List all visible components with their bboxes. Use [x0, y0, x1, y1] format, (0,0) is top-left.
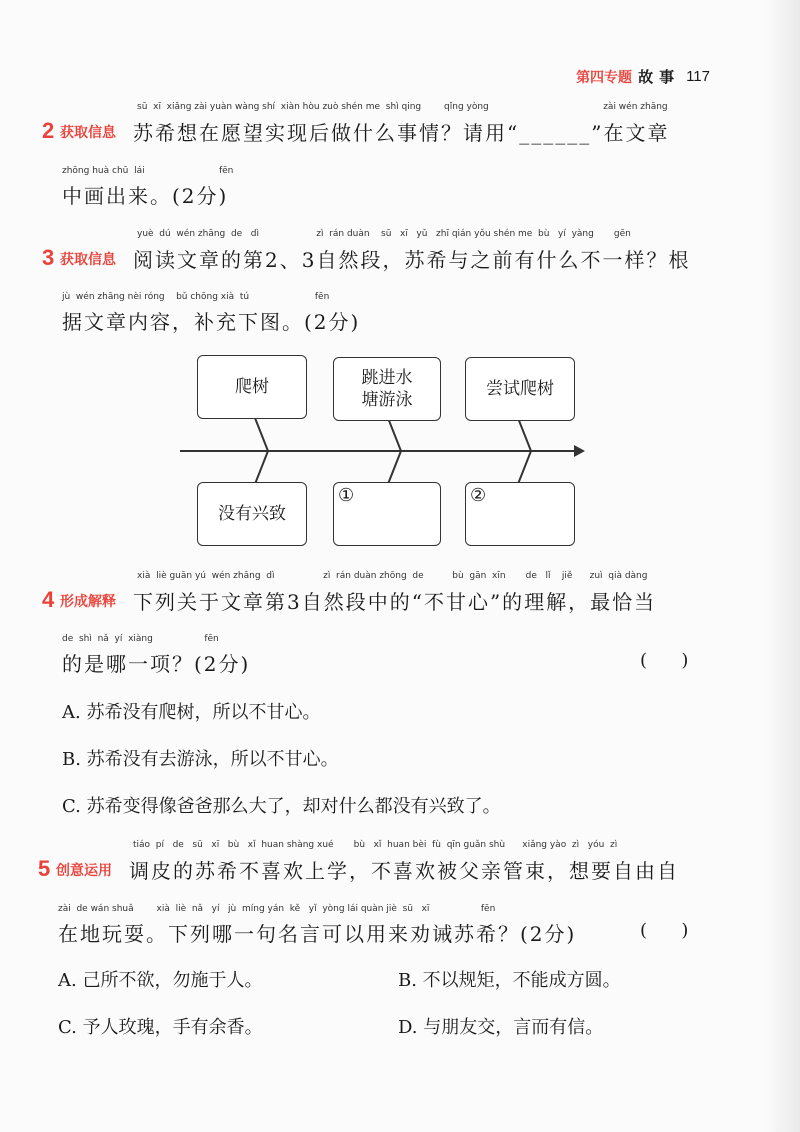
- q5-number: 5: [38, 856, 51, 881]
- diagram-top-box-2: 跳进水 塘游泳: [333, 357, 441, 421]
- q2-tag: 获取信息: [60, 125, 116, 141]
- diagram-blank-box-1[interactable]: [333, 482, 441, 546]
- diagram-bottom-box-1: 没有兴致: [197, 482, 307, 546]
- section-title: 故事: [638, 68, 681, 86]
- blank-marker-1: ①: [338, 485, 355, 506]
- q3-line-1: 阅读文章的第2、3自然段，苏希与之前有什么不一样？根: [133, 248, 691, 272]
- q5-line-1: 调皮的苏希不喜欢上学，不喜欢被父亲管束，想要自由自: [129, 859, 679, 883]
- q4-pinyin-1: xià liè guān yú wén zhāng dì zì rán duàn zhōng de bù gān xīn de lǐ jiě zuì qià dàng: [137, 571, 648, 581]
- q3-pinyin-1: yuè dú wén zhāng de dì zì rán duàn sū xī yǔ zhī qián yǒu shén me bù yí yàng gēn: [137, 229, 631, 239]
- diagram-top-box-1: 爬树: [197, 355, 307, 419]
- q5-pinyin-1: tiáo pí de sū xī bù xǐ huan shàng xué bù xǐ huan bèi fù qīn guǎn shù xiǎng yào zì yóu zì: [133, 840, 618, 850]
- q5-pinyin-2: zài de wán shuǎ xià liè nǎ yí jù míng yán kě yǐ yòng lái quàn jiè sū xī fēn: [58, 904, 496, 914]
- diagram-blank-box-2[interactable]: [465, 482, 575, 546]
- q5-option-a[interactable]: A. 己所不欲，勿施于人。: [58, 970, 263, 991]
- q3-line-2: 据文章内容，补充下图。(2分): [62, 310, 361, 334]
- q5-option-b[interactable]: B. 不以规矩，不能成方圆。: [398, 970, 621, 991]
- diagram-top-box-3: 尝试爬树: [465, 357, 575, 421]
- q4-option-c[interactable]: C. 苏希变得像爸爸那么大了，却对什么都没有兴致了。: [62, 796, 501, 817]
- q2-number: 2: [42, 118, 55, 143]
- q2-pinyin-1: sū xī xiǎng zài yuàn wàng shí xiàn hòu zuò shén me shì qing qǐng yòng zài wén zhāng: [137, 102, 668, 112]
- q5-line-2: 在地玩耍。下列哪一句名言可以用来劝诫苏希？(2分): [58, 922, 577, 946]
- q2-line-2: 中画出来。(2分): [62, 184, 229, 208]
- q2-pinyin-2: zhōng huà chū lái fēn: [62, 166, 234, 176]
- blank-marker-2: ②: [470, 485, 487, 506]
- q4-tag: 形成解释: [60, 594, 116, 610]
- q5-option-d[interactable]: D. 与朋友交，言而有信。: [398, 1017, 604, 1038]
- q3-pinyin-2: jù wén zhāng nèi róng bǔ chōng xià tú fēn: [62, 292, 330, 302]
- q2-line-1: 苏希想在愿望实现后做什么事情？请用“______”在文章: [133, 121, 670, 145]
- q4-pinyin-2: de shì nǎ yí xiàng fēn: [62, 634, 219, 644]
- q3-number: 3: [42, 245, 55, 270]
- q5-tag: 创意运用: [56, 863, 112, 879]
- section-tag: 第四专题: [576, 69, 633, 86]
- q4-option-b[interactable]: B. 苏希没有去游泳，所以不甘心。: [62, 749, 339, 770]
- q4-answer-blank[interactable]: ( ): [640, 650, 689, 671]
- page-number: 117: [686, 68, 710, 85]
- q4-number: 4: [42, 587, 55, 612]
- q5-answer-blank[interactable]: ( ): [640, 920, 689, 941]
- q5-option-c[interactable]: C. 予人玫瑰，手有余香。: [58, 1017, 263, 1038]
- q4-line-1: 下列关于文章第3自然段中的“不甘心”的理解，最恰当: [133, 590, 657, 614]
- q3-tag: 获取信息: [60, 252, 116, 268]
- q4-line-2: 的是哪一项？(2分): [62, 652, 251, 676]
- q4-option-a[interactable]: A. 苏希没有爬树，所以不甘心。: [62, 702, 321, 723]
